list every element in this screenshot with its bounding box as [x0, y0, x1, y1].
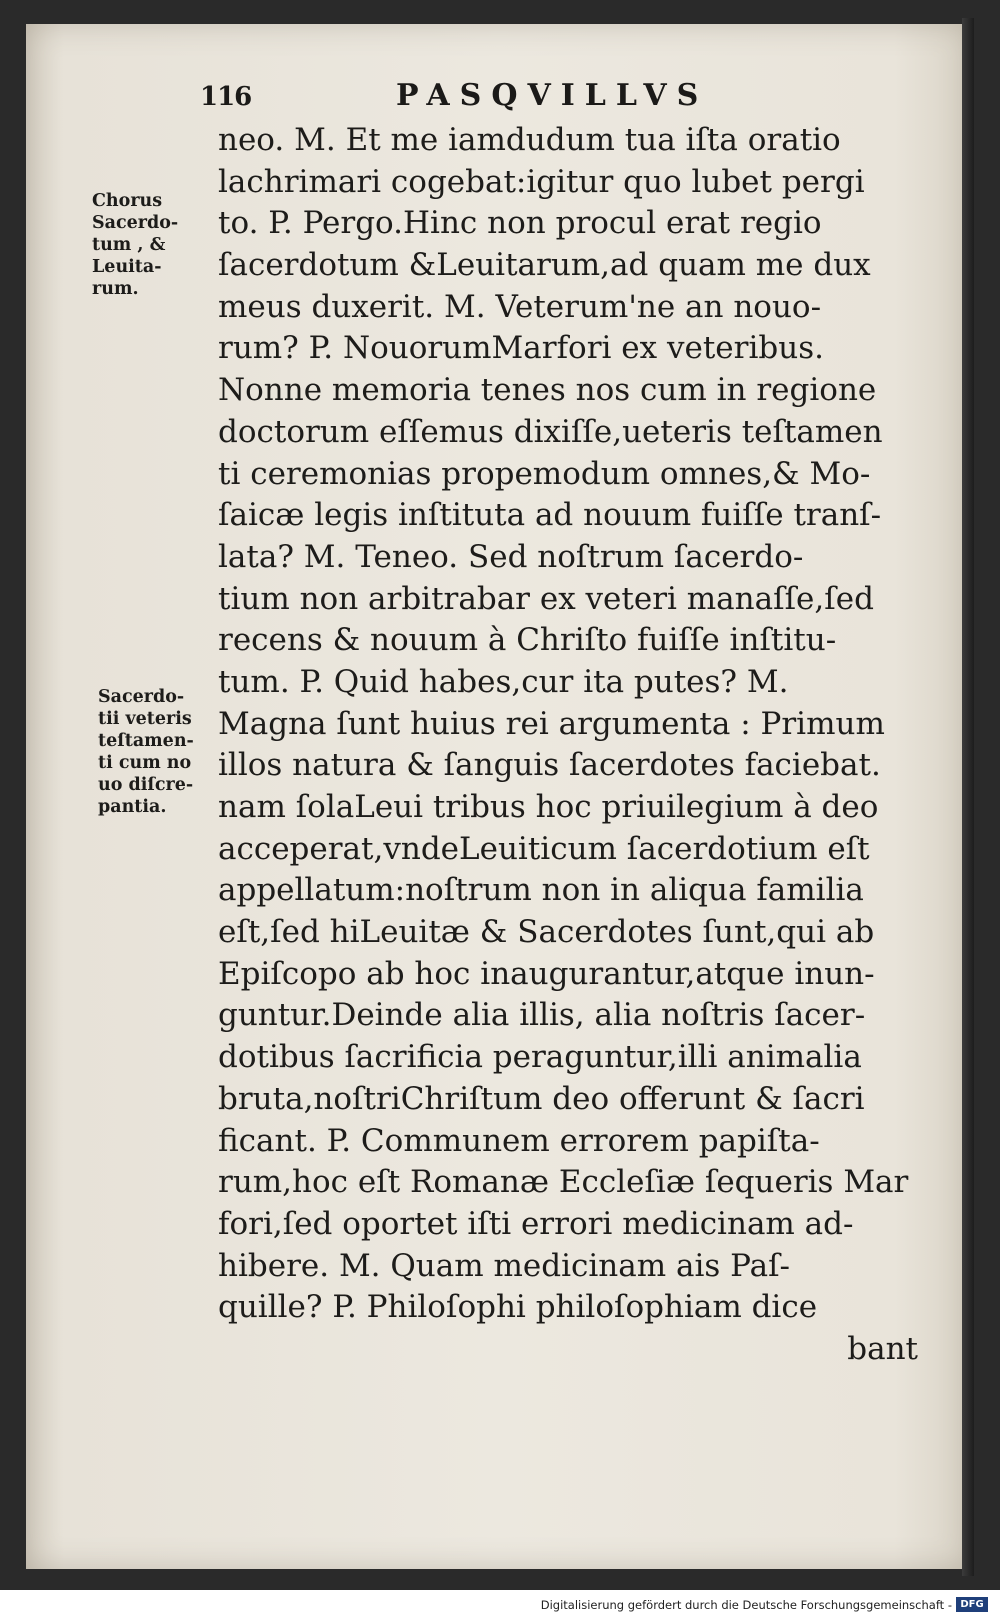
text-line: tium non arbitrabar ex veteri manaſſe,ſed	[218, 580, 874, 617]
marginal-note-chorus	[92, 190, 178, 300]
running-title: PASQVILLVS	[396, 78, 709, 113]
text-line: lachrimari cogebat:igitur quo lubet pergi	[218, 163, 865, 200]
text-line: ficant. P. Communem errorem papiſta-	[218, 1122, 820, 1159]
text-line: guntur.Deinde alia illis, alia noſtris ſacer-	[218, 997, 866, 1034]
marginal-line: ti cum no	[98, 753, 192, 773]
marginal-line: tii veteris	[98, 709, 192, 729]
marginal-line: pantia.	[98, 797, 167, 817]
text-line: fori,ſed oportet iſti errori medicinam ad-	[218, 1205, 854, 1242]
footer-bar	[0, 1590, 1000, 1622]
marginal-line: uo diſcre-	[98, 775, 194, 795]
funding-credit: Digitalisierung gefördert durch die Deutsche Forschungsgemeinschaft -	[540, 1598, 952, 1612]
dfg-logo: DFG	[956, 1597, 988, 1612]
text-line: nam ſolaLeui tribus hoc priuilegium à deo	[218, 789, 879, 825]
marginal-note-sacerdotii	[98, 686, 194, 818]
text-line: Magna ſunt huius rei argumenta : Primum	[218, 705, 885, 742]
text-line: hibere. M. Quam medicinam ais Paſ-	[218, 1247, 791, 1284]
text-line: bruta,noſtriChriſtum deo offerunt & ſacri	[218, 1080, 865, 1117]
text-line: appellatum:noſtrum non in aliqua familia	[218, 872, 864, 909]
text-line: neo. M. Et me iamdudum tua iſta oratio	[218, 122, 841, 158]
text-line: dotibus ſacrificia peraguntur,illi animalia	[218, 1039, 862, 1076]
running-head	[0, 78, 1000, 118]
marginal-line: Sacerdo-	[92, 213, 179, 233]
page-number: 116	[200, 82, 252, 112]
text-line: tum. P. Quid habes,cur ita putes? M.	[218, 663, 789, 700]
text-line: ſacerdotum &Leuitarum,ad quam me dux	[218, 247, 871, 284]
marginal-line: Chorus	[92, 191, 163, 211]
text-line: ſaicæ legis inſtituta ad nouum fuiſſe tranſ-	[218, 497, 882, 534]
marginal-line: tum , &	[92, 235, 166, 255]
catchword: bant	[847, 1330, 918, 1367]
text-line: ti ceremonias propemodum omnes,& Mo-	[218, 455, 871, 492]
text-line: rum,hoc eſt Romanæ Eccleſiæ ſequeris Mar	[218, 1164, 909, 1201]
marginal-line: teſtamen-	[98, 731, 194, 751]
page-edge	[962, 18, 974, 1576]
text-line: rum? P. NouorumMarfori ex veteribus.	[218, 330, 824, 367]
marginal-line: Sacerdo-	[98, 687, 185, 707]
body-text	[218, 120, 918, 1371]
marginal-line: Leuita-	[92, 257, 162, 277]
text-line: quille? P. Philoſophi philoſophiam dice	[218, 1289, 818, 1326]
text-line: Epiſcopo ab hoc inaugurantur,atque inun-	[218, 955, 875, 992]
marginal-line: rum.	[92, 279, 139, 299]
text-line: Nonne memoria tenes nos cum in regione	[218, 372, 877, 409]
text-line: lata? M. Teneo. Sed noſtrum ſacerdo-	[218, 538, 804, 575]
text-line: recens & nouum à Chriſto fuiſſe inſtitu-	[218, 622, 837, 659]
text-line: to. P. Pergo.Hinc non procul erat regio	[218, 205, 822, 242]
text-line: meus duxerit. M. Veterum'ne an nouo-	[218, 288, 822, 325]
text-line: acceperat,vndeLeuiticum ſacerdotium eſt	[218, 830, 870, 867]
text-line: eſt,ſed hiLeuitæ & Sacerdotes ſunt,qui ab	[218, 914, 875, 951]
text-line: doctorum eſſemus dixiſſe,ueteris teſtamen	[218, 413, 883, 450]
text-line: illos natura & ſanguis ſacerdotes faciebat.	[218, 747, 881, 784]
